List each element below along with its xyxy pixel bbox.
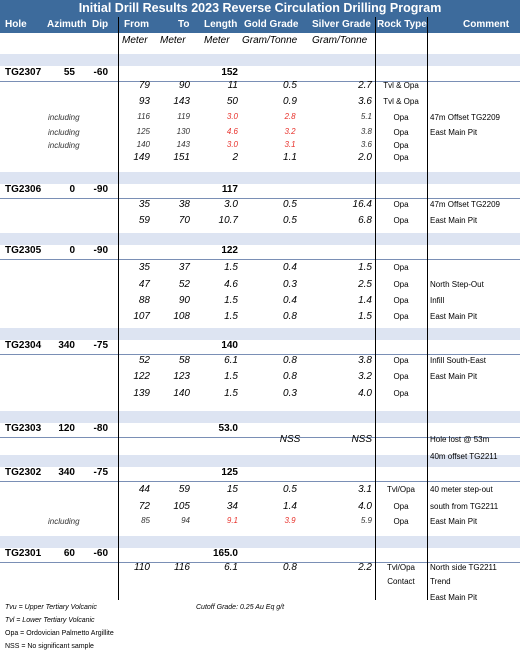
row-from: 149 [133, 152, 150, 163]
unit-to: Meter [160, 35, 186, 46]
row-silver-grade: 1.5 [358, 311, 372, 322]
unit-silver: Gram/Tonne [312, 35, 368, 46]
row-rock-type: Opa [393, 153, 409, 162]
row-including: including [48, 517, 80, 526]
row-to: 116 [174, 562, 190, 573]
row-from: 125 [136, 127, 150, 136]
row-rock-type: Tvl/Opa [386, 485, 415, 494]
row-divider [0, 354, 520, 355]
row-gold-grade: 0.5 [283, 215, 297, 226]
row-to: 140 [173, 388, 190, 399]
hole-azimuth: 0 [69, 245, 75, 256]
row-comment: North side TG2211 [430, 563, 497, 572]
row-length: 3.0 [224, 199, 238, 210]
row-to: 143 [173, 96, 190, 107]
row-rock-type: Opa [393, 141, 409, 150]
row-from: 47 [138, 279, 150, 290]
header-length: Length [204, 19, 238, 30]
row-rock-type: Tvl & Opa [383, 97, 419, 106]
row-comment: 40m offset TG2211 [430, 452, 498, 461]
row-gold-grade: 3.1 [284, 140, 296, 149]
row-including: including [48, 128, 80, 137]
row-gold-grade: 0.4 [283, 262, 297, 273]
header-comment: Comment [463, 19, 510, 30]
row-gold-grade: 0.5 [283, 80, 297, 91]
row-gold-grade: 0.9 [283, 96, 297, 107]
row-to: 151 [173, 152, 190, 163]
header-gold: Gold Grade [244, 19, 299, 30]
hole-id: TG2303 [5, 423, 42, 434]
row-rock-type: Opa [393, 113, 409, 122]
row-band [0, 536, 520, 548]
row-silver-grade: 6.8 [358, 215, 372, 226]
row-length: 50 [226, 96, 238, 107]
hole-azimuth: 60 [63, 548, 75, 559]
hole-length: 125 [221, 467, 238, 478]
row-from: 35 [138, 199, 150, 210]
hole-id: TG2301 [5, 548, 42, 559]
row-length: 11 [227, 80, 238, 91]
row-gold-grade: 0.3 [283, 388, 297, 399]
row-from: 85 [141, 516, 150, 525]
row-rock-type: Opa [393, 312, 409, 321]
row-comment: 40 meter step-out [430, 485, 493, 494]
row-length: 1.5 [224, 262, 238, 273]
row-to: 90 [178, 295, 190, 306]
row-including: including [48, 141, 80, 150]
hole-dip: -75 [93, 467, 108, 478]
row-comment: North Step-Out [430, 280, 484, 289]
row-gold-grade: 0.5 [283, 484, 297, 495]
row-comment: East Main Pit [430, 517, 478, 526]
row-silver-grade: 4.0 [358, 388, 372, 399]
row-comment: East Main Pit [430, 312, 478, 321]
row-silver-grade: 4.0 [358, 501, 372, 512]
row-from: 139 [133, 388, 150, 399]
hole-id: TG2305 [5, 245, 42, 256]
column-divider [375, 17, 376, 600]
row-silver-grade: 2.5 [358, 279, 372, 290]
row-silver-grade: 3.8 [360, 127, 372, 136]
hole-dip: -90 [93, 245, 108, 256]
hole-length: 117 [221, 184, 238, 195]
hole-id: TG2302 [5, 467, 42, 478]
row-rock-type: Contact [387, 577, 415, 586]
header-to: To [178, 19, 190, 30]
row-silver-grade: 3.8 [358, 355, 372, 366]
unit-gold: Gram/Tonne [242, 35, 298, 46]
hole-length: 165.0 [212, 548, 238, 559]
hole-id: TG2304 [5, 340, 42, 351]
row-band [0, 328, 520, 340]
row-to: 58 [178, 355, 190, 366]
row-comment: Hole lost @ 53m [430, 435, 490, 444]
row-length: 4.6 [226, 127, 238, 136]
row-rock-type: Opa [393, 372, 409, 381]
row-rock-type: Opa [393, 216, 409, 225]
row-comment: East Main Pit [430, 372, 478, 381]
row-to: 119 [177, 112, 190, 121]
row-length: 9.1 [226, 516, 238, 525]
hole-dip: -80 [93, 423, 108, 434]
hole-azimuth: 55 [63, 67, 75, 78]
row-to: 38 [178, 199, 190, 210]
column-divider [427, 17, 428, 600]
row-including: including [48, 113, 80, 122]
footnote-tvu: Tvu = Upper Tertiary Volcanic [5, 604, 97, 611]
row-comment: 47m Offset TG2209 [430, 113, 500, 122]
row-length: 6.1 [224, 562, 238, 573]
row-silver-grade: 3.1 [358, 484, 372, 495]
row-divider [0, 259, 520, 260]
footnote-opa: Opa = Ordovician Palmetto Argillite [5, 630, 114, 637]
row-rock-type: Tvl & Opa [383, 81, 419, 90]
footnote-cutoff: Cutoff Grade: 0.25 Au Eq g/t [196, 604, 285, 611]
row-gold-grade: NSS [279, 434, 301, 445]
hole-dip: -90 [93, 184, 108, 195]
row-rock-type: Opa [393, 263, 409, 272]
row-gold-grade: 1.4 [283, 501, 297, 512]
row-to: 90 [178, 80, 190, 91]
row-silver-grade: 16.4 [352, 199, 372, 210]
row-length: 1.5 [224, 311, 238, 322]
hole-length: 152 [221, 67, 238, 78]
footnote-nss: NSS = No significant sample [5, 643, 94, 650]
hole-dip: -60 [93, 67, 108, 78]
row-comment: Infill South-East [430, 356, 487, 365]
row-length: 1.5 [224, 295, 238, 306]
row-length: 3.0 [226, 112, 238, 121]
row-rock-type: Opa [393, 296, 409, 305]
row-rock-type: Opa [393, 356, 409, 365]
row-length: 3.0 [226, 140, 238, 149]
row-gold-grade: 3.9 [284, 516, 296, 525]
row-gold-grade: 3.2 [284, 127, 296, 136]
row-length: 34 [226, 501, 238, 512]
row-rock-type: Tvl/Opa [386, 563, 415, 572]
header-from: From [124, 19, 149, 30]
row-comment: Infill [430, 296, 445, 305]
row-from: 107 [133, 311, 150, 322]
hole-length: 53.0 [218, 423, 238, 434]
row-length: 2 [232, 152, 238, 163]
row-silver-grade: 3.6 [360, 140, 372, 149]
units-row [0, 33, 520, 49]
row-from: 44 [138, 484, 150, 495]
row-comment: Trend [430, 577, 451, 586]
row-gold-grade: 0.4 [283, 295, 297, 306]
row-length: 6.1 [224, 355, 238, 366]
row-band [0, 411, 520, 423]
row-silver-grade: 3.2 [358, 371, 372, 382]
row-comment: south from TG2211 [430, 502, 499, 511]
row-silver-grade: 5.9 [360, 516, 372, 525]
row-gold-grade: 1.1 [283, 152, 297, 163]
header-silver: Silver Grade [312, 19, 371, 30]
row-divider [0, 198, 520, 199]
row-to: 94 [181, 516, 190, 525]
row-divider [0, 81, 520, 82]
row-rock-type: Opa [393, 128, 409, 137]
footnote-tvl: Tvl = Lower Tertiary Volcanic [5, 617, 95, 624]
hole-azimuth: 340 [58, 340, 75, 351]
header-dip: Dip [92, 19, 109, 30]
hole-dip: -75 [93, 340, 108, 351]
row-from: 79 [138, 80, 150, 91]
hole-azimuth: 340 [58, 467, 75, 478]
unit-from: Meter [122, 35, 148, 46]
hole-azimuth: 120 [58, 423, 75, 434]
row-length: 4.6 [224, 279, 238, 290]
row-silver-grade: 2.2 [358, 562, 372, 573]
row-rock-type: Opa [393, 280, 409, 289]
row-to: 123 [173, 371, 190, 382]
row-to: 70 [178, 215, 190, 226]
row-to: 37 [178, 262, 190, 273]
row-to: 52 [178, 279, 190, 290]
hole-id: TG2306 [5, 184, 42, 195]
row-from: 35 [138, 262, 150, 273]
table-title: Initial Drill Results 2023 Reverse Circulation Drilling Program [0, 0, 520, 17]
row-from: 116 [137, 112, 150, 121]
row-silver-grade: 2.0 [358, 152, 372, 163]
row-silver-grade: 5.1 [360, 112, 372, 121]
row-band [0, 172, 520, 184]
row-gold-grade: 2.8 [284, 112, 296, 121]
row-rock-type: Opa [393, 200, 409, 209]
row-from: 88 [138, 295, 150, 306]
header-hole: Hole [5, 19, 27, 30]
row-rock-type: Opa [393, 389, 409, 398]
row-silver-grade: 2.7 [358, 80, 372, 91]
column-divider [118, 17, 119, 600]
row-gold-grade: 0.8 [283, 355, 297, 366]
row-from: 122 [133, 371, 150, 382]
row-silver-grade: NSS [351, 434, 372, 445]
row-length: 15 [226, 484, 238, 495]
row-silver-grade: 3.6 [358, 96, 372, 107]
row-comment: East Main Pit [430, 593, 478, 602]
header-azimuth: Azimuth [47, 19, 87, 30]
hole-length: 140 [221, 340, 238, 351]
row-from: 93 [138, 96, 150, 107]
row-from: 52 [138, 355, 150, 366]
header-rock: Rock Type [377, 19, 427, 30]
row-to: 143 [176, 140, 190, 149]
row-gold-grade: 0.8 [283, 311, 297, 322]
row-to: 59 [178, 484, 190, 495]
row-from: 72 [138, 501, 150, 512]
row-to: 130 [176, 127, 190, 136]
row-rock-type: Opa [393, 502, 409, 511]
hole-id: TG2307 [5, 67, 42, 78]
hole-length: 122 [221, 245, 238, 256]
row-comment: 47m Offset TG2209 [430, 200, 500, 209]
row-gold-grade: 0.8 [283, 562, 297, 573]
row-from: 140 [136, 140, 150, 149]
row-to: 108 [173, 311, 190, 322]
hole-dip: -60 [93, 548, 108, 559]
row-rock-type: Opa [393, 517, 409, 526]
row-length: 1.5 [224, 371, 238, 382]
row-from: 59 [138, 215, 150, 226]
row-band [0, 54, 520, 66]
row-gold-grade: 0.5 [283, 199, 297, 210]
row-silver-grade: 1.4 [358, 295, 372, 306]
hole-azimuth: 0 [69, 184, 75, 195]
row-length: 10.7 [218, 215, 238, 226]
row-divider [0, 481, 520, 482]
row-silver-grade: 1.5 [358, 262, 372, 273]
unit-length: Meter [204, 35, 230, 46]
row-gold-grade: 0.3 [283, 279, 297, 290]
row-band [0, 233, 520, 245]
header-row [0, 17, 520, 33]
row-gold-grade: 0.8 [283, 371, 297, 382]
row-from: 110 [134, 562, 150, 573]
row-comment: East Main Pit [430, 128, 478, 137]
row-comment: East Main Pit [430, 216, 478, 225]
row-length: 1.5 [224, 388, 238, 399]
row-to: 105 [173, 501, 190, 512]
